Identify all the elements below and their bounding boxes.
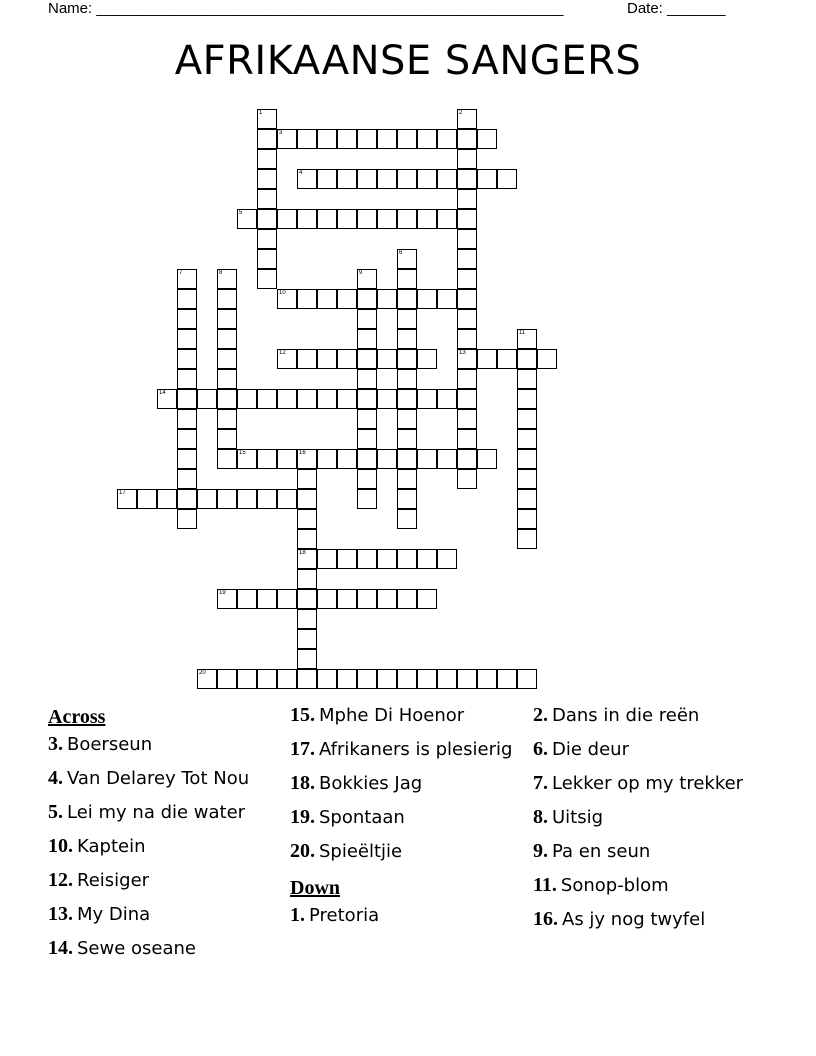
clue-text: As jy nog twyfel bbox=[562, 909, 706, 930]
grid-cell[interactable] bbox=[517, 469, 537, 489]
grid-cell[interactable] bbox=[517, 509, 537, 529]
grid-cell[interactable] bbox=[257, 149, 277, 169]
clue-number: 8. bbox=[533, 806, 548, 828]
grid-cell[interactable] bbox=[437, 669, 457, 689]
clue-number: 5. bbox=[48, 801, 63, 823]
grid-cell[interactable] bbox=[357, 289, 377, 309]
clue-text: Sewe oseane bbox=[77, 938, 196, 959]
clue-text: Kaptein bbox=[77, 836, 146, 857]
grid-cell[interactable] bbox=[317, 389, 337, 409]
grid-cell[interactable] bbox=[337, 169, 357, 189]
clue-number: 16. bbox=[533, 908, 558, 930]
grid-cell[interactable] bbox=[237, 589, 257, 609]
grid-cell[interactable] bbox=[237, 669, 257, 689]
grid-cell[interactable] bbox=[437, 549, 457, 569]
clue-column-1 bbox=[48, 702, 278, 970]
clue-text: Van Delarey Tot Nou bbox=[67, 768, 250, 789]
grid-cell[interactable] bbox=[357, 469, 377, 489]
clue-down-6 bbox=[533, 737, 793, 762]
clue-number: 19. bbox=[290, 806, 315, 828]
grid-cell[interactable] bbox=[177, 429, 197, 449]
grid-cell[interactable] bbox=[397, 389, 417, 409]
grid-cell[interactable] bbox=[457, 129, 477, 149]
grid-cell[interactable] bbox=[397, 489, 417, 509]
cell-number: 2 bbox=[459, 110, 463, 116]
clue-across-3 bbox=[48, 732, 278, 757]
grid-cell[interactable] bbox=[437, 289, 457, 309]
grid-cell[interactable] bbox=[357, 369, 377, 389]
grid-cell[interactable] bbox=[257, 269, 277, 289]
clue-number: 12. bbox=[48, 869, 73, 891]
grid-cell[interactable] bbox=[337, 209, 357, 229]
clue-number: 20. bbox=[290, 840, 315, 862]
grid-cell[interactable] bbox=[217, 669, 237, 689]
grid-cell[interactable] bbox=[397, 549, 417, 569]
grid-cell[interactable] bbox=[457, 669, 477, 689]
grid-cell[interactable] bbox=[517, 529, 537, 549]
cell-number: 11 bbox=[519, 330, 526, 336]
grid-cell[interactable] bbox=[377, 669, 397, 689]
grid-cell[interactable] bbox=[177, 469, 197, 489]
grid-cell[interactable] bbox=[177, 309, 197, 329]
grid-cell[interactable] bbox=[517, 669, 537, 689]
grid-cell[interactable] bbox=[457, 369, 477, 389]
grid-cell[interactable] bbox=[517, 449, 537, 469]
grid-cell[interactable] bbox=[357, 349, 377, 369]
grid-cell[interactable] bbox=[397, 129, 417, 149]
grid-cell[interactable] bbox=[317, 209, 337, 229]
clue-number: 15. bbox=[290, 704, 315, 726]
clue-number: 17. bbox=[290, 738, 315, 760]
grid-cell[interactable] bbox=[277, 349, 297, 369]
grid-cell[interactable] bbox=[457, 149, 477, 169]
grid-cell[interactable] bbox=[417, 389, 437, 409]
clue-across-13 bbox=[48, 902, 278, 927]
clue-number: 14. bbox=[48, 937, 73, 959]
clue-across-17 bbox=[290, 737, 525, 762]
grid-cell[interactable] bbox=[177, 369, 197, 389]
grid-cell[interactable] bbox=[357, 389, 377, 409]
grid-cell[interactable] bbox=[377, 389, 397, 409]
clue-number: 9. bbox=[533, 840, 548, 862]
grid-cell[interactable] bbox=[377, 589, 397, 609]
cell-number: 1 bbox=[259, 110, 263, 116]
date-field[interactable]: Date: _______ bbox=[627, 0, 726, 17]
clue-text: Sonop-blom bbox=[560, 875, 669, 896]
grid-cell[interactable] bbox=[357, 429, 377, 449]
down-heading: Down bbox=[290, 877, 341, 899]
clue-number: 4. bbox=[48, 767, 63, 789]
grid-cell[interactable] bbox=[217, 349, 237, 369]
grid-cell[interactable] bbox=[477, 669, 497, 689]
clue-text: Lekker op my trekker bbox=[552, 773, 744, 794]
grid-cell[interactable] bbox=[517, 369, 537, 389]
grid-cell[interactable] bbox=[357, 489, 377, 509]
grid-cell[interactable] bbox=[477, 449, 497, 469]
grid-cell[interactable] bbox=[197, 669, 217, 689]
cell-number: 4 bbox=[299, 170, 303, 176]
grid-cell[interactable] bbox=[357, 669, 377, 689]
grid-cell[interactable] bbox=[497, 169, 517, 189]
grid-cell[interactable] bbox=[357, 409, 377, 429]
clue-column-3 bbox=[533, 702, 793, 941]
clue-number: 18. bbox=[290, 772, 315, 794]
grid-cell[interactable] bbox=[297, 289, 317, 309]
clue-list bbox=[0, 702, 816, 1032]
clue-across-5 bbox=[48, 800, 278, 825]
grid-cell[interactable] bbox=[337, 349, 357, 369]
grid-cell[interactable] bbox=[417, 349, 437, 369]
clue-down-7 bbox=[533, 771, 793, 796]
grid-cell[interactable] bbox=[217, 429, 237, 449]
grid-cell[interactable] bbox=[517, 409, 537, 429]
grid-cell[interactable] bbox=[297, 629, 317, 649]
grid-cell[interactable] bbox=[457, 269, 477, 289]
grid-cell[interactable] bbox=[137, 489, 157, 509]
grid-cell[interactable] bbox=[317, 289, 337, 309]
clue-across-19 bbox=[290, 805, 525, 830]
grid-cell[interactable] bbox=[177, 389, 197, 409]
grid-cell[interactable] bbox=[297, 649, 317, 669]
grid-cell[interactable] bbox=[497, 349, 517, 369]
grid-cell[interactable] bbox=[397, 669, 417, 689]
clue-across-20 bbox=[290, 839, 525, 864]
grid-cell[interactable] bbox=[457, 289, 477, 309]
grid-cell[interactable] bbox=[437, 169, 457, 189]
clue-text: Spontaan bbox=[319, 807, 405, 828]
clue-text: Dans in die reën bbox=[552, 705, 700, 726]
grid-cell[interactable] bbox=[457, 109, 477, 129]
cell-number: 12 bbox=[279, 350, 286, 356]
grid-cell[interactable] bbox=[177, 289, 197, 309]
grid-cell[interactable] bbox=[177, 509, 197, 529]
grid-cell[interactable] bbox=[257, 389, 277, 409]
clue-number: 7. bbox=[533, 772, 548, 794]
clue-down-11 bbox=[533, 873, 793, 898]
grid-cell[interactable] bbox=[417, 209, 437, 229]
cell-number: 19 bbox=[219, 590, 226, 596]
grid-cell[interactable] bbox=[277, 449, 297, 469]
grid-cell[interactable] bbox=[297, 209, 317, 229]
grid-cell[interactable] bbox=[177, 489, 197, 509]
grid-cell[interactable] bbox=[417, 289, 437, 309]
clue-number: 13. bbox=[48, 903, 73, 925]
cell-number: 13 bbox=[459, 350, 466, 356]
cell-number: 18 bbox=[299, 550, 306, 556]
grid-cell[interactable] bbox=[397, 169, 417, 189]
grid-cell[interactable] bbox=[237, 389, 257, 409]
grid-cell[interactable] bbox=[317, 449, 337, 469]
grid-cell[interactable] bbox=[517, 389, 537, 409]
grid-cell[interactable] bbox=[397, 309, 417, 329]
clue-number: 1. bbox=[290, 904, 305, 926]
grid-cell[interactable] bbox=[437, 209, 457, 229]
grid-cell[interactable] bbox=[317, 549, 337, 569]
grid-cell[interactable] bbox=[177, 409, 197, 429]
clue-text: Spieëltjie bbox=[319, 841, 403, 862]
cell-number: 10 bbox=[279, 290, 286, 296]
clue-number: 6. bbox=[533, 738, 548, 760]
grid-cell[interactable] bbox=[397, 509, 417, 529]
grid-cell[interactable] bbox=[357, 329, 377, 349]
grid-cell[interactable] bbox=[417, 129, 437, 149]
grid-cell[interactable] bbox=[397, 449, 417, 469]
grid-cell[interactable] bbox=[217, 289, 237, 309]
grid-cell[interactable] bbox=[417, 449, 437, 469]
grid-cell[interactable] bbox=[517, 429, 537, 449]
grid-cell[interactable] bbox=[377, 349, 397, 369]
clue-across-14 bbox=[48, 936, 278, 961]
clue-down-2 bbox=[533, 703, 793, 728]
grid-cell[interactable] bbox=[337, 589, 357, 609]
grid-cell[interactable] bbox=[357, 449, 377, 469]
grid-cell[interactable] bbox=[257, 189, 277, 209]
grid-cell[interactable] bbox=[337, 129, 357, 149]
cell-number: 15 bbox=[239, 450, 246, 456]
grid-cell[interactable] bbox=[277, 389, 297, 409]
grid-cell[interactable] bbox=[237, 449, 257, 469]
clue-text: Pa en seun bbox=[552, 841, 651, 862]
grid-cell[interactable] bbox=[277, 209, 297, 229]
grid-cell[interactable] bbox=[537, 349, 557, 369]
grid-cell[interactable] bbox=[197, 389, 217, 409]
grid-cell[interactable] bbox=[297, 509, 317, 529]
grid-cell[interactable] bbox=[377, 289, 397, 309]
grid-cell[interactable] bbox=[317, 169, 337, 189]
grid-cell[interactable] bbox=[377, 449, 397, 469]
clue-text: Lei my na die water bbox=[67, 802, 246, 823]
grid-cell[interactable] bbox=[337, 549, 357, 569]
name-field[interactable]: Name: ________________________________________________________ bbox=[48, 0, 564, 17]
grid-cell[interactable] bbox=[377, 209, 397, 229]
grid-cell[interactable] bbox=[277, 289, 297, 309]
clue-text: Die deur bbox=[552, 739, 629, 760]
grid-cell[interactable] bbox=[257, 489, 277, 509]
grid-cell[interactable] bbox=[417, 169, 437, 189]
grid-cell[interactable] bbox=[337, 449, 357, 469]
grid-cell[interactable] bbox=[377, 549, 397, 569]
grid-cell[interactable] bbox=[397, 589, 417, 609]
grid-cell[interactable] bbox=[317, 589, 337, 609]
grid-cell[interactable] bbox=[297, 349, 317, 369]
grid-cell[interactable] bbox=[157, 489, 177, 509]
grid-cell[interactable] bbox=[397, 269, 417, 289]
cell-number: 8 bbox=[219, 270, 223, 276]
clue-text: Pretoria bbox=[309, 905, 380, 926]
grid-cell[interactable] bbox=[297, 489, 317, 509]
clue-across-10 bbox=[48, 834, 278, 859]
grid-cell[interactable] bbox=[217, 309, 237, 329]
grid-cell[interactable] bbox=[177, 269, 197, 289]
grid-cell[interactable] bbox=[457, 189, 477, 209]
cell-number: 6 bbox=[399, 250, 403, 256]
grid-cell[interactable] bbox=[417, 669, 437, 689]
grid-cell[interactable] bbox=[217, 449, 237, 469]
grid-cell[interactable] bbox=[217, 589, 237, 609]
grid-cell[interactable] bbox=[457, 209, 477, 229]
grid-cell[interactable] bbox=[317, 669, 337, 689]
cell-number: 9 bbox=[359, 270, 363, 276]
grid-cell[interactable] bbox=[237, 489, 257, 509]
grid-cell[interactable] bbox=[257, 129, 277, 149]
grid-cell[interactable] bbox=[297, 589, 317, 609]
grid-cell[interactable] bbox=[457, 309, 477, 329]
grid-cell[interactable] bbox=[177, 449, 197, 469]
grid-cell[interactable] bbox=[457, 389, 477, 409]
grid-cell[interactable] bbox=[297, 609, 317, 629]
clue-text: Reisiger bbox=[77, 870, 150, 891]
grid-cell[interactable] bbox=[297, 549, 317, 569]
grid-cell[interactable] bbox=[157, 389, 177, 409]
grid-cell[interactable] bbox=[397, 349, 417, 369]
grid-cell[interactable] bbox=[357, 209, 377, 229]
grid-cell[interactable] bbox=[437, 449, 457, 469]
grid-cell[interactable] bbox=[257, 449, 277, 469]
cell-number: 14 bbox=[159, 390, 166, 396]
grid-cell[interactable] bbox=[297, 469, 317, 489]
grid-cell[interactable] bbox=[277, 589, 297, 609]
grid-cell[interactable] bbox=[337, 289, 357, 309]
clue-text: Afrikaners is plesierig bbox=[319, 739, 513, 760]
grid-cell[interactable] bbox=[517, 489, 537, 509]
grid-cell[interactable] bbox=[117, 489, 137, 509]
clue-text: Boerseun bbox=[67, 734, 153, 755]
clue-number: 11. bbox=[533, 874, 557, 896]
clue-text: Bokkies Jag bbox=[319, 773, 423, 794]
grid-cell[interactable] bbox=[257, 229, 277, 249]
grid-cell[interactable] bbox=[257, 669, 277, 689]
clue-text: Mphe Di Hoenor bbox=[319, 705, 465, 726]
grid-cell[interactable] bbox=[517, 329, 537, 349]
grid-cell[interactable] bbox=[197, 489, 217, 509]
clue-down-8 bbox=[533, 805, 793, 830]
grid-cell[interactable] bbox=[377, 169, 397, 189]
grid-cell[interactable] bbox=[457, 409, 477, 429]
grid-cell[interactable] bbox=[417, 589, 437, 609]
grid-cell[interactable] bbox=[457, 469, 477, 489]
grid-cell[interactable] bbox=[277, 669, 297, 689]
grid-cell[interactable] bbox=[357, 589, 377, 609]
clue-number: 2. bbox=[533, 704, 548, 726]
grid-cell[interactable] bbox=[177, 349, 197, 369]
grid-cell[interactable] bbox=[437, 129, 457, 149]
grid-cell[interactable] bbox=[257, 169, 277, 189]
grid-cell[interactable] bbox=[257, 209, 277, 229]
grid-cell[interactable] bbox=[217, 329, 237, 349]
grid-cell[interactable] bbox=[397, 469, 417, 489]
grid-cell[interactable] bbox=[237, 209, 257, 229]
grid-cell[interactable] bbox=[457, 249, 477, 269]
cell-number: 7 bbox=[179, 270, 183, 276]
grid-cell[interactable] bbox=[397, 369, 417, 389]
grid-cell[interactable] bbox=[397, 409, 417, 429]
grid-cell[interactable] bbox=[317, 129, 337, 149]
grid-cell[interactable] bbox=[497, 669, 517, 689]
grid-cell[interactable] bbox=[477, 349, 497, 369]
clue-column-2 bbox=[290, 702, 525, 937]
clue-number: 10. bbox=[48, 835, 73, 857]
grid-cell[interactable] bbox=[177, 329, 197, 349]
grid-cell[interactable] bbox=[297, 389, 317, 409]
cell-number: 20 bbox=[199, 670, 206, 676]
grid-cell[interactable] bbox=[457, 449, 477, 469]
grid-cell[interactable] bbox=[417, 549, 437, 569]
grid-cell[interactable] bbox=[357, 549, 377, 569]
cell-number: 3 bbox=[279, 130, 283, 136]
clue-down-16 bbox=[533, 907, 793, 932]
clue-text: My Dina bbox=[77, 904, 151, 925]
grid-cell[interactable] bbox=[357, 169, 377, 189]
cell-number: 5 bbox=[239, 210, 243, 216]
grid-cell[interactable] bbox=[277, 129, 297, 149]
cell-number: 17 bbox=[119, 490, 126, 496]
grid-cell[interactable] bbox=[477, 129, 497, 149]
clue-across-18 bbox=[290, 771, 525, 796]
grid-cell[interactable] bbox=[217, 389, 237, 409]
grid-cell[interactable] bbox=[377, 129, 397, 149]
grid-cell[interactable] bbox=[217, 489, 237, 509]
grid-cell[interactable] bbox=[397, 249, 417, 269]
across-heading: Across bbox=[48, 706, 106, 728]
grid-cell[interactable] bbox=[457, 169, 477, 189]
grid-cell[interactable] bbox=[477, 169, 497, 189]
grid-cell[interactable] bbox=[457, 329, 477, 349]
clue-down-1 bbox=[290, 903, 525, 928]
grid-cell[interactable] bbox=[357, 309, 377, 329]
grid-cell[interactable] bbox=[337, 669, 357, 689]
clue-number: 3. bbox=[48, 733, 63, 755]
grid-cell[interactable] bbox=[297, 169, 317, 189]
grid-cell[interactable] bbox=[297, 669, 317, 689]
clue-across-4 bbox=[48, 766, 278, 791]
grid-cell[interactable] bbox=[337, 389, 357, 409]
clue-across-15 bbox=[290, 703, 525, 728]
clue-text: Uitsig bbox=[552, 807, 604, 828]
grid-cell[interactable] bbox=[217, 369, 237, 389]
grid-cell[interactable] bbox=[357, 269, 377, 289]
grid-cell[interactable] bbox=[517, 349, 537, 369]
grid-cell[interactable] bbox=[297, 449, 317, 469]
grid-cell[interactable] bbox=[457, 229, 477, 249]
grid-cell[interactable] bbox=[257, 589, 277, 609]
grid-cell[interactable] bbox=[397, 329, 417, 349]
grid-cell[interactable] bbox=[457, 349, 477, 369]
puzzle-title: AFRIKAANSE SANGERS bbox=[174, 38, 642, 84]
grid-cell[interactable] bbox=[397, 209, 417, 229]
grid-cell[interactable] bbox=[297, 529, 317, 549]
grid-cell[interactable] bbox=[277, 489, 297, 509]
grid-cell[interactable] bbox=[357, 129, 377, 149]
grid-cell[interactable] bbox=[457, 429, 477, 449]
grid-cell[interactable] bbox=[317, 349, 337, 369]
grid-cell[interactable] bbox=[397, 429, 417, 449]
grid-cell[interactable] bbox=[437, 389, 457, 409]
cell-number: 16 bbox=[299, 450, 306, 456]
grid-cell[interactable] bbox=[297, 569, 317, 589]
grid-cell[interactable] bbox=[257, 109, 277, 129]
clue-across-12 bbox=[48, 868, 278, 893]
grid-cell[interactable] bbox=[217, 409, 237, 429]
grid-cell[interactable] bbox=[397, 289, 417, 309]
grid-cell[interactable] bbox=[217, 269, 237, 289]
clue-down-9 bbox=[533, 839, 793, 864]
grid-cell[interactable] bbox=[297, 129, 317, 149]
grid-cell[interactable] bbox=[257, 249, 277, 269]
